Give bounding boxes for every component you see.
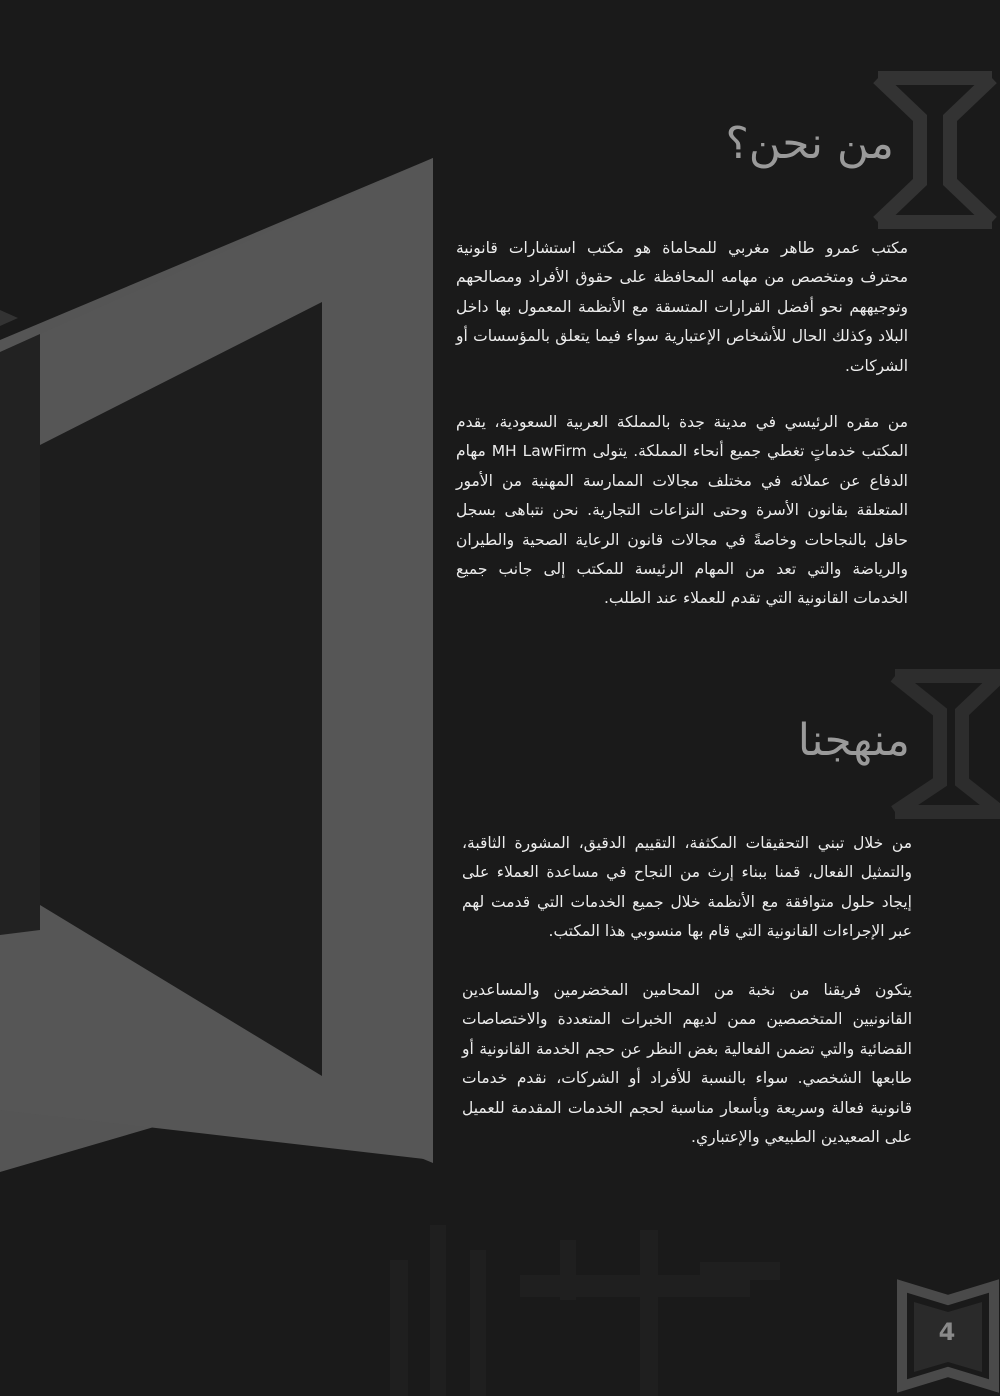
about-paragraph-1: مكتب عمرو طاهر مغربي للمحاماة هو مكتب استشارات قانونية محترف ومتخصص من مهامه المحافظة على حقوق الأفراد ومصالحهم وتوجيههم نحو أفضل القرارات المتسقة مع الأنظمة المعمول بها داخل البلاد وكذلك الحال للأشخاص الإعتبارية سواء فيما يتعلق بالمؤسسات أو الشركات. (456, 239, 908, 375)
emblem-middle-icon (895, 676, 1000, 812)
faint-calligraphy-decoration (390, 1225, 780, 1396)
about-paragraph-2: من مقره الرئيسي في مدينة جدة بالمملكة العربية السعودية، يقدم المكتب خدماتٍ تغطي جميع أنحاء المملكة. يتولى MH LawFirm مهام الدفاع عن عملائه في مختلف مجالات الممارسة المهنية من الأمور المتعلقة بقانون الأسرة وحتى النزاعات التجارية. نحن نتباهى بسجل حافل بالنجاحات وخاصةً في مجالات قانون الرعاية الصحية والطيران والرياضة والتي تعد من المهام الرئيسة للمكتب إلى جانب جميع الخدمات القانونية التي تقدم للعملاء عند الطلب. (456, 413, 908, 608)
emblem-top-icon (878, 78, 992, 222)
approach-heading: منهجنا (797, 715, 910, 766)
approach-paragraph-1: من خلال تبني التحقيقات المكثفة، التقييم الدقيق، المشورة الثاقبة، والتمثيل الفعال، قمنا ببناء إرث من النجاح في مساعدة العملاء على إيجاد حلول متوافقة مع الأنظمة خلال جميع الخدمات التي قدمت لهم عبر الإجراءات القانونية التي قام بها منسوبي هذا المكتب. (462, 834, 912, 941)
approach-paragraph-2: يتكون فريقنا من نخبة من المحامين المخضرمين والمساعدين القانونيين المتخصصين ممن لديهم الخبرات المتعددة والاختصاصات القضائية والتي تضمن الفعالية بغض النظر عن حجم الخدمة القانونية أو طابعها الشخصي. سواء بالنسبة للأفراد أو الشركات، نقدم خدمات قانونية فعالة وسريعة وبأسعار مناسبة لحجم الخدمات المقدمة للعميل على الصعيدين الطبيعي والإعتباري. (462, 981, 912, 1147)
frame-left-edge (0, 334, 40, 935)
about-heading: من نحن؟ (725, 118, 894, 169)
page-number: 4 (938, 1318, 956, 1346)
frame-stub (0, 310, 18, 326)
